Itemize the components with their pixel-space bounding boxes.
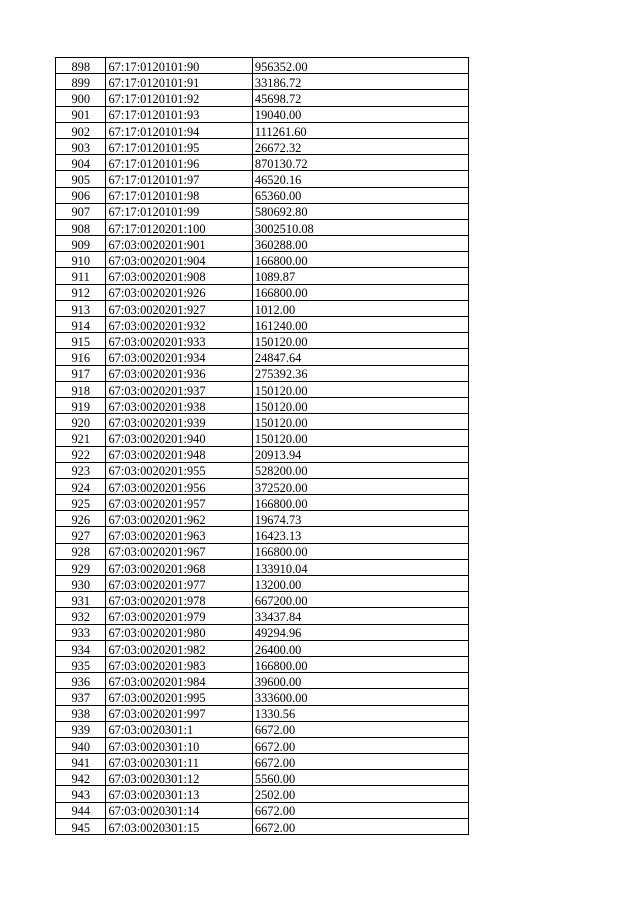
table-row [56, 640, 469, 656]
value-cell: 26672.32 [252, 138, 468, 154]
table-row [56, 495, 469, 511]
table-row [56, 559, 469, 575]
row-number-cell: 912 [56, 284, 106, 300]
row-number-cell: 910 [56, 252, 106, 268]
cadastral-number-cell: 67:03:0020201:937 [106, 381, 252, 397]
cadastral-number-cell: 67:17:0120101:93 [106, 106, 252, 122]
row-number-cell: 944 [56, 802, 106, 818]
value-cell: 166800.00 [252, 495, 468, 511]
row-number-cell: 943 [56, 786, 106, 802]
cadastral-number-cell: 67:03:0020201:982 [106, 640, 252, 656]
table-row [56, 300, 469, 316]
value-cell: 2502.00 [252, 786, 468, 802]
value-cell: 65360.00 [252, 187, 468, 203]
table-row [56, 203, 469, 219]
row-number-cell: 907 [56, 203, 106, 219]
value-cell: 19674.73 [252, 511, 468, 527]
row-number-cell: 918 [56, 381, 106, 397]
table-row [56, 673, 469, 689]
row-number-cell: 903 [56, 138, 106, 154]
row-number-cell: 916 [56, 349, 106, 365]
value-cell: 161240.00 [252, 317, 468, 333]
cadastral-number-cell: 67:03:0020201:955 [106, 462, 252, 478]
value-cell: 6672.00 [252, 818, 468, 834]
table-row [56, 171, 469, 187]
value-cell: 45698.72 [252, 90, 468, 106]
row-number-cell: 906 [56, 187, 106, 203]
cadastral-number-cell: 67:03:0020201:968 [106, 559, 252, 575]
row-number-cell: 938 [56, 705, 106, 721]
table-row [56, 138, 469, 154]
row-number-cell: 919 [56, 397, 106, 413]
table-row [56, 527, 469, 543]
value-cell: 33437.84 [252, 608, 468, 624]
table-row [56, 219, 469, 235]
row-number-cell: 901 [56, 106, 106, 122]
cadastral-value-table [55, 57, 469, 835]
table-row [56, 365, 469, 381]
cadastral-number-cell: 67:03:0020301:15 [106, 818, 252, 834]
cadastral-number-cell: 67:03:0020301:12 [106, 770, 252, 786]
value-cell: 166800.00 [252, 656, 468, 672]
row-number-cell: 921 [56, 430, 106, 446]
value-cell: 1089.87 [252, 268, 468, 284]
row-number-cell: 923 [56, 462, 106, 478]
value-cell: 24847.64 [252, 349, 468, 365]
table-row [56, 689, 469, 705]
row-number-cell: 937 [56, 689, 106, 705]
value-cell: 19040.00 [252, 106, 468, 122]
row-number-cell: 904 [56, 155, 106, 171]
value-cell: 133910.04 [252, 559, 468, 575]
value-cell: 26400.00 [252, 640, 468, 656]
table-row [56, 74, 469, 90]
table-row [56, 106, 469, 122]
value-cell: 150120.00 [252, 414, 468, 430]
cadastral-number-cell: 67:03:0020201:936 [106, 365, 252, 381]
value-cell: 39600.00 [252, 673, 468, 689]
row-number-cell: 913 [56, 300, 106, 316]
value-cell: 1330.56 [252, 705, 468, 721]
cadastral-number-cell: 67:17:0120101:98 [106, 187, 252, 203]
value-cell: 150120.00 [252, 430, 468, 446]
row-number-cell: 908 [56, 219, 106, 235]
row-number-cell: 929 [56, 559, 106, 575]
cadastral-number-cell: 67:03:0020201:984 [106, 673, 252, 689]
row-number-cell: 940 [56, 737, 106, 753]
value-cell: 360288.00 [252, 236, 468, 252]
row-number-cell: 936 [56, 673, 106, 689]
value-cell: 166800.00 [252, 252, 468, 268]
table-row [56, 268, 469, 284]
value-cell: 1012.00 [252, 300, 468, 316]
row-number-cell: 939 [56, 721, 106, 737]
table-body [56, 58, 469, 835]
row-number-cell: 942 [56, 770, 106, 786]
table-row [56, 155, 469, 171]
cadastral-number-cell: 67:03:0020301:1 [106, 721, 252, 737]
row-number-cell: 911 [56, 268, 106, 284]
value-cell: 6672.00 [252, 802, 468, 818]
cadastral-number-cell: 67:03:0020201:977 [106, 576, 252, 592]
row-number-cell: 917 [56, 365, 106, 381]
cadastral-number-cell: 67:17:0120101:96 [106, 155, 252, 171]
cadastral-number-cell: 67:17:0120101:97 [106, 171, 252, 187]
row-number-cell: 932 [56, 608, 106, 624]
value-cell: 20913.94 [252, 446, 468, 462]
table-row [56, 786, 469, 802]
table-row [56, 414, 469, 430]
value-cell: 49294.96 [252, 624, 468, 640]
value-cell: 16423.13 [252, 527, 468, 543]
row-number-cell: 915 [56, 333, 106, 349]
table-row [56, 705, 469, 721]
table-row [56, 317, 469, 333]
cadastral-number-cell: 67:03:0020201:940 [106, 430, 252, 446]
table-row [56, 122, 469, 138]
cadastral-number-cell: 67:17:0120201:100 [106, 219, 252, 235]
row-number-cell: 899 [56, 74, 106, 90]
table-row [56, 333, 469, 349]
row-number-cell: 926 [56, 511, 106, 527]
row-number-cell: 931 [56, 592, 106, 608]
value-cell: 150120.00 [252, 333, 468, 349]
value-cell: 275392.36 [252, 365, 468, 381]
cadastral-number-cell: 67:03:0020201:979 [106, 608, 252, 624]
table-row [56, 478, 469, 494]
row-number-cell: 920 [56, 414, 106, 430]
value-cell: 3002510.08 [252, 219, 468, 235]
value-cell: 46520.16 [252, 171, 468, 187]
value-cell: 111261.60 [252, 122, 468, 138]
cadastral-number-cell: 67:03:0020201:939 [106, 414, 252, 430]
value-cell: 150120.00 [252, 381, 468, 397]
table-row [56, 252, 469, 268]
value-cell: 870130.72 [252, 155, 468, 171]
value-cell: 150120.00 [252, 397, 468, 413]
row-number-cell: 924 [56, 478, 106, 494]
table-row [56, 236, 469, 252]
row-number-cell: 945 [56, 818, 106, 834]
cadastral-number-cell: 67:03:0020201:967 [106, 543, 252, 559]
table-row [56, 462, 469, 478]
table-row [56, 656, 469, 672]
value-cell: 956352.00 [252, 58, 468, 74]
value-cell: 667200.00 [252, 592, 468, 608]
value-cell: 6672.00 [252, 754, 468, 770]
value-cell: 5560.00 [252, 770, 468, 786]
value-cell: 6672.00 [252, 721, 468, 737]
row-number-cell: 909 [56, 236, 106, 252]
cadastral-number-cell: 67:17:0120101:90 [106, 58, 252, 74]
value-cell: 33186.72 [252, 74, 468, 90]
cadastral-number-cell: 67:03:0020201:926 [106, 284, 252, 300]
row-number-cell: 900 [56, 90, 106, 106]
cadastral-number-cell: 67:03:0020201:932 [106, 317, 252, 333]
cadastral-number-cell: 67:03:0020201:901 [106, 236, 252, 252]
table-row [56, 754, 469, 770]
cadastral-number-cell: 67:17:0120101:92 [106, 90, 252, 106]
cadastral-number-cell: 67:17:0120101:91 [106, 74, 252, 90]
cadastral-number-cell: 67:03:0020301:10 [106, 737, 252, 753]
value-cell: 166800.00 [252, 543, 468, 559]
cadastral-number-cell: 67:17:0120101:99 [106, 203, 252, 219]
table-row [56, 349, 469, 365]
cadastral-number-cell: 67:03:0020301:14 [106, 802, 252, 818]
cadastral-number-cell: 67:03:0020201:963 [106, 527, 252, 543]
table-row [56, 90, 469, 106]
table-row [56, 397, 469, 413]
cadastral-number-cell: 67:03:0020201:980 [106, 624, 252, 640]
cadastral-number-cell: 67:03:0020201:948 [106, 446, 252, 462]
cadastral-number-cell: 67:03:0020201:904 [106, 252, 252, 268]
row-number-cell: 914 [56, 317, 106, 333]
value-cell: 166800.00 [252, 284, 468, 300]
table-row [56, 381, 469, 397]
row-number-cell: 905 [56, 171, 106, 187]
row-number-cell: 898 [56, 58, 106, 74]
table-row [56, 592, 469, 608]
table-row [56, 446, 469, 462]
table-row [56, 721, 469, 737]
cadastral-number-cell: 67:03:0020201:983 [106, 656, 252, 672]
table-row [56, 802, 469, 818]
row-number-cell: 928 [56, 543, 106, 559]
cadastral-number-cell: 67:03:0020201:962 [106, 511, 252, 527]
row-number-cell: 933 [56, 624, 106, 640]
row-number-cell: 930 [56, 576, 106, 592]
cadastral-number-cell: 67:03:0020201:956 [106, 478, 252, 494]
cadastral-number-cell: 67:17:0120101:94 [106, 122, 252, 138]
cadastral-number-cell: 67:03:0020201:908 [106, 268, 252, 284]
cadastral-number-cell: 67:03:0020201:995 [106, 689, 252, 705]
cadastral-number-cell: 67:03:0020301:13 [106, 786, 252, 802]
row-number-cell: 925 [56, 495, 106, 511]
row-number-cell: 934 [56, 640, 106, 656]
row-number-cell: 935 [56, 656, 106, 672]
table-row [56, 284, 469, 300]
table-row [56, 770, 469, 786]
table-row [56, 58, 469, 74]
table-row [56, 576, 469, 592]
cadastral-number-cell: 67:03:0020301:11 [106, 754, 252, 770]
cadastral-number-cell: 67:03:0020201:927 [106, 300, 252, 316]
row-number-cell: 922 [56, 446, 106, 462]
table-row [56, 818, 469, 834]
cadastral-number-cell: 67:03:0020201:934 [106, 349, 252, 365]
table-row [56, 624, 469, 640]
value-cell: 528200.00 [252, 462, 468, 478]
row-number-cell: 927 [56, 527, 106, 543]
table-row [56, 608, 469, 624]
cadastral-number-cell: 67:03:0020201:933 [106, 333, 252, 349]
table-row [56, 737, 469, 753]
row-number-cell: 941 [56, 754, 106, 770]
value-cell: 13200.00 [252, 576, 468, 592]
cadastral-number-cell: 67:03:0020201:997 [106, 705, 252, 721]
table-row [56, 430, 469, 446]
cadastral-number-cell: 67:03:0020201:957 [106, 495, 252, 511]
value-cell: 372520.00 [252, 478, 468, 494]
table-row [56, 543, 469, 559]
value-cell: 6672.00 [252, 737, 468, 753]
cadastral-number-cell: 67:03:0020201:938 [106, 397, 252, 413]
table-row [56, 511, 469, 527]
table-row [56, 187, 469, 203]
cadastral-number-cell: 67:17:0120101:95 [106, 138, 252, 154]
row-number-cell: 902 [56, 122, 106, 138]
cadastral-number-cell: 67:03:0020201:978 [106, 592, 252, 608]
value-cell: 580692.80 [252, 203, 468, 219]
value-cell: 333600.00 [252, 689, 468, 705]
